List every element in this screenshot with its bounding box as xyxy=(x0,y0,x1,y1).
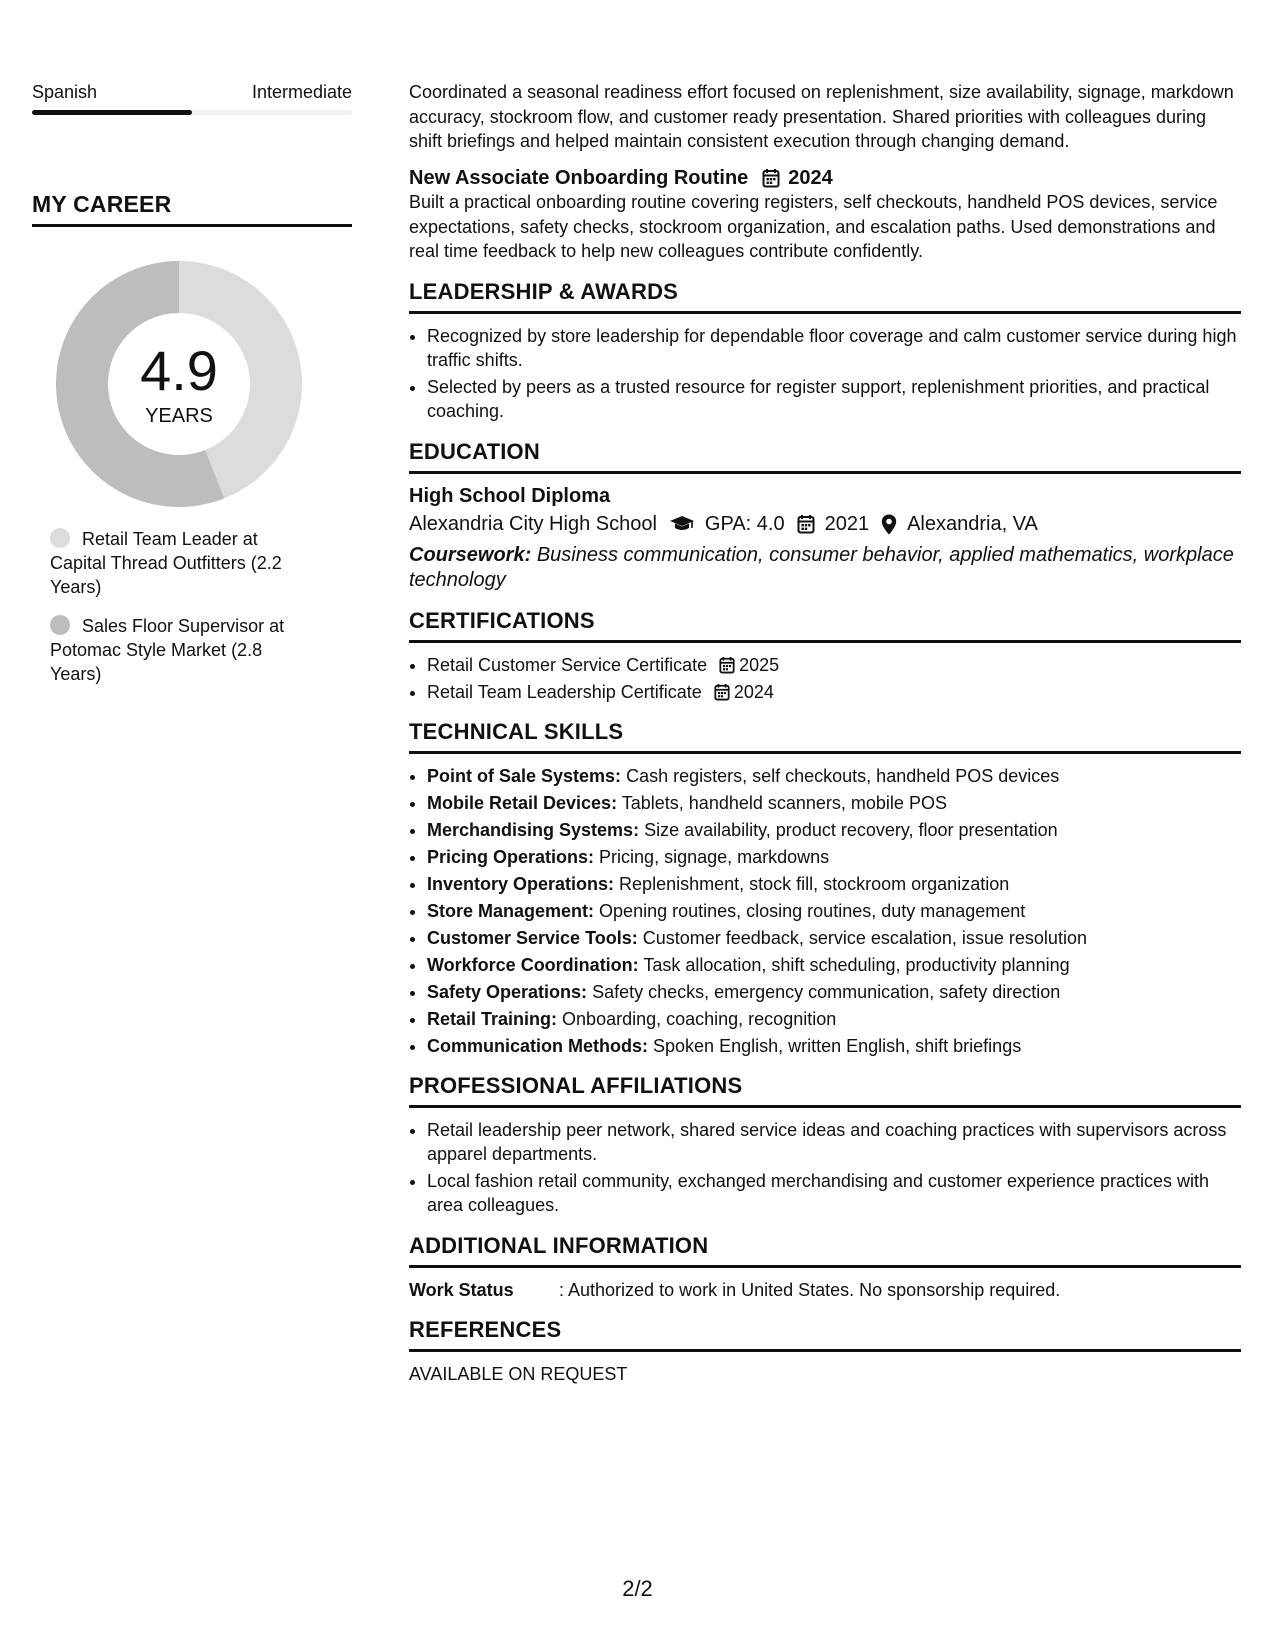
affiliations-title: PROFESSIONAL AFFILIATIONS xyxy=(409,1072,743,1098)
skill-label: Store Management: xyxy=(427,900,595,921)
certification-name: • Retail Customer Service Certificate xyxy=(427,654,708,675)
legend-dot xyxy=(50,615,70,635)
legend-label: Retail Team Leader at Capital Thread Outfitters (2.2 Years) xyxy=(50,529,282,597)
main-content xyxy=(409,80,1241,1387)
skill-value: Size availability, product recovery, floor presentation xyxy=(644,819,1058,840)
list-item: • Selected by peers as a trusted resource for register support, replenishment priorities, and practical coaching. xyxy=(427,375,1241,424)
skill-label: Point of Sale Systems: xyxy=(427,765,622,786)
coursework-text: Business communication, consumer behavior, applied mathematics, workplace technology xyxy=(409,543,1234,591)
skill-item xyxy=(427,980,1241,1004)
section-rule xyxy=(409,751,1241,754)
skill-value: Replenishment, stock fill, stockroom organization xyxy=(619,873,1010,894)
career-legend-item xyxy=(50,527,310,599)
project-description: Built a practical onboarding routine covering registers, self checkouts, handheld POS devices, service expectations, safety checks, stockroom organization, and escalation paths. Used demonstrations and real time feedback to help new colleagues contribute confidently. xyxy=(409,192,1218,261)
work-status-row xyxy=(409,1278,1241,1303)
leadership-title: LEADERSHIP & AWARDS xyxy=(409,278,679,304)
skill-item xyxy=(427,953,1241,977)
list-item: • Local fashion retail community, exchanged merchandising and customer experience practices with area colleagues. xyxy=(427,1169,1241,1218)
skill-label: Retail Training: xyxy=(427,1008,558,1029)
skill-value: Onboarding, coaching, recognition xyxy=(562,1008,837,1029)
skill-label: Mobile Retail Devices: xyxy=(427,792,618,813)
project-title: New Associate Onboarding Routine xyxy=(409,166,749,189)
graduation-cap-icon xyxy=(669,515,695,533)
project-year: 2024 xyxy=(788,166,833,189)
skill-item xyxy=(427,872,1241,896)
total-years-unit: YEARS xyxy=(145,405,213,427)
skill-value: Spoken English, written English, shift briefings xyxy=(653,1035,1022,1056)
skill-item xyxy=(427,791,1241,815)
legend-label: Sales Floor Supervisor at Potomac Style Market (2.8 Years) xyxy=(50,616,285,684)
skill-label: Communication Methods: xyxy=(427,1035,648,1056)
calendar-icon xyxy=(714,683,730,701)
calendar-icon xyxy=(762,168,780,188)
skill-value: Task allocation, shift scheduling, productivity planning xyxy=(643,954,1070,975)
section-rule xyxy=(409,471,1241,474)
coursework-label: Coursework: xyxy=(409,543,532,566)
skill-label: Merchandising Systems: xyxy=(427,819,640,840)
skill-label: Pricing Operations: xyxy=(427,846,595,867)
skill-item xyxy=(427,899,1241,923)
skill-item xyxy=(427,1034,1241,1058)
education-degree: High School Diploma xyxy=(409,484,611,507)
skill-item xyxy=(427,845,1241,869)
education-details xyxy=(409,512,1241,537)
calendar-icon xyxy=(719,656,735,674)
section-rule xyxy=(409,311,1241,314)
career-heading: MY CAREER xyxy=(32,191,172,217)
skill-value: Cash registers, self checkouts, handheld POS devices xyxy=(626,765,1060,786)
donut-center xyxy=(56,261,302,507)
language-level: Intermediate xyxy=(251,82,352,102)
sidebar xyxy=(32,80,352,701)
list-item: • Recognized by store leadership for dependable floor coverage and calm customer service during high traffic shifts. xyxy=(427,324,1241,373)
section-rule xyxy=(409,1349,1241,1352)
language-row xyxy=(32,80,352,104)
career-donut-chart xyxy=(56,261,302,507)
section-rule xyxy=(409,1265,1241,1268)
career-legend xyxy=(32,527,352,686)
career-heading-rule xyxy=(32,224,352,227)
certification-entry xyxy=(427,680,1241,704)
calendar-icon xyxy=(797,514,815,534)
map-pin-icon xyxy=(881,514,897,535)
skill-value: Safety checks, emergency communication, safety direction xyxy=(592,981,1061,1002)
skill-value: Opening routines, closing routines, duty management xyxy=(599,900,1026,921)
language-name: Spanish xyxy=(32,82,98,102)
skill-item xyxy=(427,1007,1241,1031)
certification-entry xyxy=(427,653,1241,677)
education-gpa: GPA: 4.0 xyxy=(704,513,785,535)
skill-value: Customer feedback, service escalation, issue resolution xyxy=(642,927,1087,948)
career-legend-item xyxy=(50,614,310,686)
education-year: 2021 xyxy=(824,513,870,535)
skill-item xyxy=(427,818,1241,842)
legend-dot xyxy=(50,528,70,548)
certification-year: 2024 xyxy=(733,681,774,702)
language-proficiency-fill xyxy=(32,110,192,115)
affiliations-list xyxy=(409,1118,1241,1218)
additional-title: ADDITIONAL INFORMATION xyxy=(409,1232,709,1258)
section-rule xyxy=(409,640,1241,643)
skill-item xyxy=(427,764,1241,788)
skill-label: Customer Service Tools: xyxy=(427,927,638,948)
education-school: Alexandria City High School xyxy=(409,513,657,535)
education-location: Alexandria, VA xyxy=(907,513,1038,535)
work-status-value: : Authorized to work in United States. No sponsorship required. xyxy=(559,1279,1061,1300)
certification-name: • Retail Team Leadership Certificate xyxy=(427,681,702,702)
certifications-list xyxy=(409,653,1241,704)
project-heading xyxy=(409,166,1241,191)
skill-item xyxy=(427,926,1241,950)
list-item: • Retail leadership peer network, shared service ideas and coaching practices with supervisors across apparel departments. xyxy=(427,1118,1241,1167)
certification-year: 2025 xyxy=(739,654,780,675)
experience-paragraph: Coordinated a seasonal readiness effort focused on replenishment, size availability, signage, markdown accuracy, stockroom flow, and customer ready presentation. Shared priorities with colleagues during shift briefings and helped maintain consistent execution through changing demand. xyxy=(409,82,1234,151)
section-rule xyxy=(409,1105,1241,1108)
leadership-list xyxy=(409,324,1241,424)
skill-value: Tablets, handheld scanners, mobile POS xyxy=(621,792,947,813)
education-title: EDUCATION xyxy=(409,438,540,464)
references-text: AVAILABLE ON REQUEST xyxy=(409,1364,628,1384)
language-proficiency-bar xyxy=(32,110,352,115)
skills-title: TECHNICAL SKILLS xyxy=(409,718,624,744)
total-years-value: 4.9 xyxy=(140,339,218,402)
skill-label: Inventory Operations: xyxy=(427,873,615,894)
list-item xyxy=(427,653,1241,677)
skill-label: Workforce Coordination: xyxy=(427,954,639,975)
list-item xyxy=(427,680,1241,704)
page-number: 2/2 xyxy=(622,1576,653,1601)
skill-label: Safety Operations: xyxy=(427,981,588,1002)
skill-value: Pricing, signage, markdowns xyxy=(599,846,830,867)
education-coursework xyxy=(409,543,1241,593)
references-title: REFERENCES xyxy=(409,1317,562,1342)
certifications-title: CERTIFICATIONS xyxy=(409,607,595,633)
work-status-label: Work Status xyxy=(409,1279,514,1300)
skills-list xyxy=(409,764,1241,1058)
